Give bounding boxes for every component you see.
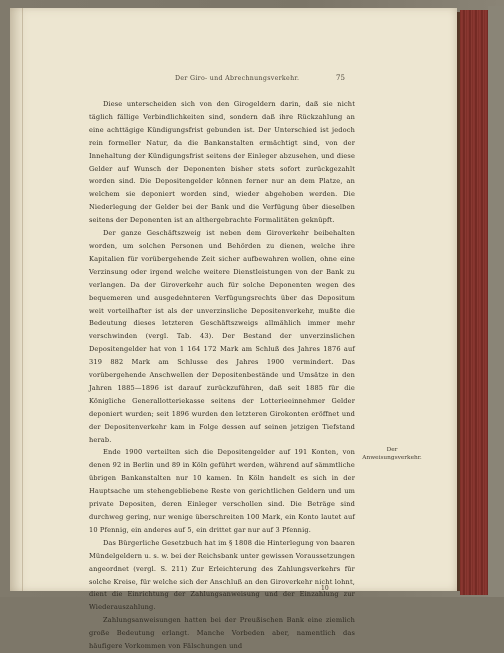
page-number: 75: [336, 74, 345, 82]
scan-border: [488, 6, 504, 597]
paragraph: Ende 1900 verteilten sich die Depositengelder auf 191 Konten, von denen 92 in Berlin und 89 in Köln geführt werden, während auf sämmtliche übrigen Bankanstalten nur 10 kamen. In Köln handelt es sich in der Hauptsache um stehengebliebene Reste von gerichtlichen Geldern und um private Depositen, deren Einleger verschollen sind. Die Beträge sind durchweg gering, nur wenige überschreiten 100 Mark, ein Konto lautet auf 10 Pfennig, ein anderes auf 5, ein drittet gar nur auf 3 Pfennig.: [89, 448, 355, 534]
running-header: [10, 72, 457, 86]
paragraph: Der ganze Geschäftszweig ist neben dem Giroverkehr beibehalten worden, um solchen Personen und Behörden zu dienen, welche ihre Kapitalien für vorübergehende Zeit sicher aufbewahren wollen, ohne eine Verzinsung oder irgend welche weitere Dienstleistungen von der Bank zu verlangen. Da der Giroverkehr auch für solche Deponenten wegen des bequemeren und ausgedehnteren Verfügungsrechts über das Depositum weit vorteilhafter ist als der unverzinsliche Depositenverkehr, mußte die Bedeutung dieses letzteren Geschäftszweigs allmählich immer mehr verschwinden (vergl. Tab. 43). Der Bestand der unverzinslichen Depositengelder hat von 1 164 172 Mark am Schluß des Jahres 1876 auf 319 882 Mark am Schlusse des Jahres 1900 vermindert. Das vorübergehende Anschwellen der Depositenbestände und Umsätze in den Jahren 1885—1896 ist darauf zurückzuführen, daß seit 1885 für die Königliche Generallotteriekasse seitens der Lotterieeinnehmer Gelder deponiert wurden; seit 1896 wurden den letzteren Girokonten eröffnet und der Depositenverkehr kam in Folge dessen auf seinen jetzigen Tiefstand herab.: [89, 229, 355, 444]
body-text: [89, 98, 355, 653]
book-page: [10, 8, 457, 651]
running-header-title: Der Giro- und Abrechnungsverkehr.: [175, 75, 300, 82]
page-gutter-line: [22, 8, 23, 591]
paragraph: Diese unterscheiden sich von den Girogeldern darin, daß sie nicht täglich fällige Verbindlichkeiten sind, sondern daß ihre Rückzahlung an eine achttägige Kündigungsfrist gebunden ist. Der Unterschied ist jedoch rein formeller Natur, da die Bankanstalten ermächtigt sind, von der Innehaltung der Kündigungsfrist seitens der Einleger abzusehen, und diese Gelder auf Wunsch der Deponenten bisher stets sofort zurückgezahlt worden sind. Die Depositengelder können ferner nur an dem Platze, an welchem sie deponiert worden sind, wieder abgehoben werden. Die Niederlegung der Gelder bei der Bank und die Verfügung über dieselben seitens der Deponenten ist an althergebrachte Formalitäten geknüpft.: [89, 100, 355, 225]
paragraph: Zahlungsanweisungen hatten bei der Preußischen Bank eine ziemlich große Bedeutung erlangt. Manche Vorbeden aber, namentlich das häufigere Vorkommen von Fälschungen und: [89, 616, 355, 651]
book-edge-red: [460, 10, 488, 595]
paragraph: Das Bürgerliche Gesetzbuch hat im § 1808 die Hinterlegung von baaren Mündelgeldern u. s. w. bei der Reichsbank unter gewissen Voraussetzungen angeordnet (vergl. S. 211) Zur Erleichterung des Zahlungsverkehrs für solche Kreise, für welche sich der Anschluß an den Giroverkehr nicht lohnt, dient die Einrichtung der Zahlungsanweisung und der Einzahlung zur Wiederauszahlung.: [89, 538, 355, 612]
margin-note: Der Anweisungsverkehr.: [362, 447, 422, 461]
sheet-signature: 10: [321, 585, 329, 592]
